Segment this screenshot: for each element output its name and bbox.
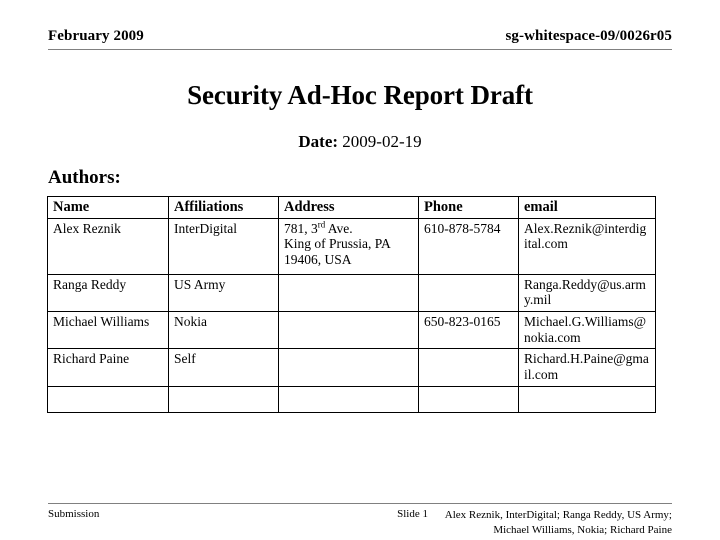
cell-email: Michael.G.Williams@nokia.com: [519, 312, 656, 349]
cell-phone: [419, 274, 519, 311]
cell-email: [519, 386, 656, 412]
cell-address: [279, 349, 419, 386]
footer-divider: [48, 503, 672, 504]
header-divider: [48, 49, 672, 50]
column-header-affiliations: Affiliations: [169, 197, 279, 219]
footer-slide-number: Slide 1: [397, 508, 428, 520]
footer-authors-line-2: Michael Williams, Nokia; Richard Paine: [493, 523, 672, 536]
cell-name: [48, 386, 169, 412]
cell-affiliation: Nokia: [169, 312, 279, 349]
table-row: [48, 218, 656, 274]
address-city-state: King of Prussia, PA: [284, 236, 391, 252]
address-zip-country: 19406, USA: [284, 252, 352, 268]
footer-authors-line-1: Alex Reznik, InterDigital; Ranga Reddy, US Army;: [444, 509, 672, 521]
cell-phone: 610-878-5784: [419, 218, 519, 274]
column-header-address: Address: [279, 197, 419, 219]
address-street-number: 781, 3: [284, 220, 318, 236]
address-ordinal-suffix: rd: [317, 219, 326, 230]
table-row: [48, 349, 656, 386]
cell-affiliation: [169, 386, 279, 412]
cell-address: [279, 218, 419, 274]
footer-authors: [382, 508, 672, 537]
footer-submission-label: Submission: [48, 508, 100, 520]
cell-name: Richard Paine: [48, 349, 169, 386]
slide-date: [0, 132, 720, 152]
table-header-row: [48, 197, 656, 219]
page-title: Security Ad-Hoc Report Draft: [187, 80, 533, 110]
cell-name: Ranga Reddy: [48, 274, 169, 311]
cell-phone: [419, 386, 519, 412]
header-date: February 2009: [48, 28, 144, 44]
cell-phone: [419, 349, 519, 386]
cell-address: [279, 312, 419, 349]
address-street-type: Ave.: [325, 220, 353, 236]
cell-address: [279, 274, 419, 311]
column-header-name: Name: [48, 197, 169, 219]
cell-email: Ranga.Reddy@us.army.mil: [519, 274, 656, 311]
header-document-id: sg-whitespace-09/0026r05: [505, 28, 672, 44]
authors-heading: Authors:: [48, 167, 121, 188]
table-row: [48, 274, 656, 311]
cell-affiliation: InterDigital: [169, 218, 279, 274]
cell-email: Alex.Reznik@interdigital.com: [519, 218, 656, 274]
cell-email: Richard.H.Paine@gmail.com: [519, 349, 656, 386]
cell-name: Michael Williams: [48, 312, 169, 349]
cell-affiliation: Self: [169, 349, 279, 386]
cell-name: Alex Reznik: [48, 218, 169, 274]
cell-address: [279, 386, 419, 412]
cell-phone: 650-823-0165: [419, 312, 519, 349]
table-row: [48, 386, 656, 412]
cell-affiliation: US Army: [169, 274, 279, 311]
column-header-email: email: [519, 197, 656, 219]
date-label: Date:: [298, 132, 339, 151]
column-header-phone: Phone: [419, 197, 519, 219]
authors-table: [47, 196, 656, 413]
slide-header: [48, 28, 672, 45]
table-row: [48, 312, 656, 349]
date-value: 2009-02-19: [338, 132, 422, 151]
